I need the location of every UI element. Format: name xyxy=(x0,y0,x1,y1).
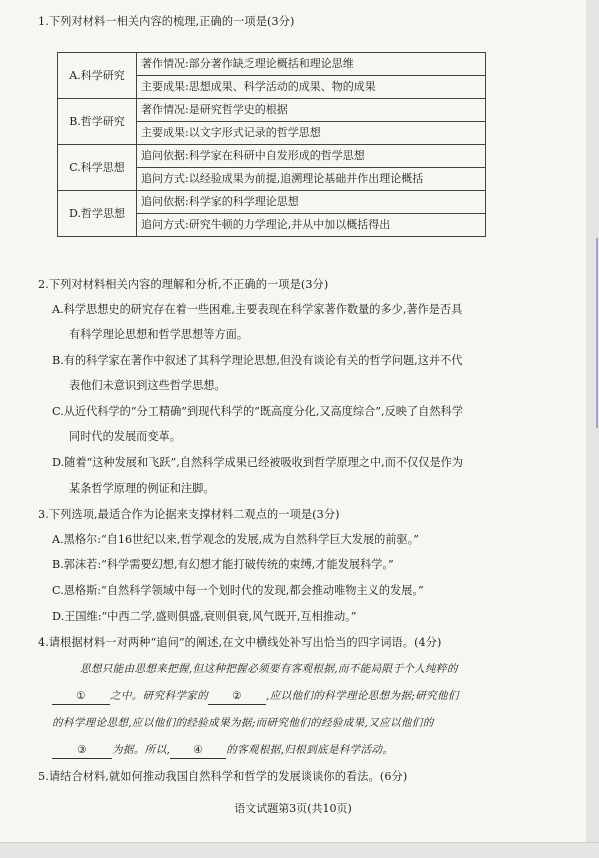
q4-stem: 4.请根据材料一对两种“追问”的阐述,在文中横线处补写出恰当的四字词语。(4分) xyxy=(38,636,442,649)
blank-2[interactable]: ② xyxy=(208,689,266,705)
q3-option-d: D.王国维:“中西二学,盛则俱盛,衰则俱衰,风气既开,互相推动。” xyxy=(52,610,357,623)
row-b-head: B.哲学研究 xyxy=(58,99,137,145)
q2-stem: 2.下列对材料相关内容的理解和分析,不正确的一项是(3分) xyxy=(38,278,329,291)
q4-passage-line1: 思想只能由思想来把握,但这种把握必须要有客观根据,而不能局限于个人纯粹的 xyxy=(80,663,458,675)
q2-option-b-line1: B.有的科学家在著作中叙述了其科学理论思想,但没有谈论有关的哲学问题,这并不代 xyxy=(52,354,463,367)
row-d-head: D.哲学思想 xyxy=(58,191,137,237)
row-a-item-1: 著作情况:部分著作缺乏理论概括和理论思维 xyxy=(137,53,486,76)
q3-option-b: B.郭沫若:“科学需要幻想,有幻想才能打破传统的束缚,才能发展科学。” xyxy=(52,558,394,571)
q2-option-c-line1: C.从近代科学的“分工精确”到现代科学的“既高度分化,又高度综合”,反映了自然科学 xyxy=(52,405,463,418)
q4-passage-line2b: ,应以他们的科学理论思想为据;研究他们 xyxy=(266,690,459,702)
horizontal-scrollbar[interactable] xyxy=(0,842,599,858)
page-footer: 语文试题第3页(共10页) xyxy=(234,802,352,815)
q1-stem: 1.下列对材料一相关内容的梳理,正确的一项是(3分) xyxy=(38,15,295,28)
scrollbar-thumb[interactable] xyxy=(596,238,598,428)
row-b-item-2: 主要成果:以文字形式记录的哲学思想 xyxy=(137,122,486,145)
row-a-item-2: 主要成果:思想成果、科学活动的成果、物的成果 xyxy=(137,76,486,99)
q4-passage-line4a: 为据。所以, xyxy=(112,744,171,756)
q3-stem: 3.下列选项,最适合作为论据来支撑材料二观点的一项是(3分) xyxy=(38,508,340,521)
row-a-head: A.科学研究 xyxy=(58,53,137,99)
q2-option-b-line2: 表他们未意识到这些哲学思想。 xyxy=(69,379,226,392)
vertical-scrollbar[interactable] xyxy=(586,0,599,857)
row-d-item-1: 追问依据:科学家的科学理论思想 xyxy=(137,191,486,214)
q3-option-a: A.黑格尔:“自16世纪以来,哲学观念的发展,成为自然科学巨大发展的前驱。” xyxy=(52,533,420,546)
q1-table xyxy=(57,52,486,237)
q2-option-c-line2: 同时代的发展而变革。 xyxy=(69,430,181,443)
q3-option-c: C.恩格斯:“自然科学领域中每一个划时代的发现,都会推动唯物主义的发展。” xyxy=(52,584,424,597)
q4-passage-line4 xyxy=(52,743,393,759)
row-c-head: C.科学思想 xyxy=(58,145,137,191)
row-b-item-1: 著作情况:是研究哲学史的根据 xyxy=(137,99,486,122)
q4-passage-line2 xyxy=(52,689,459,705)
blank-4[interactable]: ④ xyxy=(170,743,226,759)
q4-passage-line3: 的科学理论思想,应以他们的经验成果为据;而研究他们的经验成果,又应以他们的 xyxy=(52,717,434,729)
q2-option-d-line2: 某条哲学原理的例证和注脚。 xyxy=(69,482,215,495)
blank-1[interactable]: ① xyxy=(52,689,110,705)
q4-passage-line2a: 之中。研究科学家的 xyxy=(110,690,209,702)
row-c-item-2: 追问方式:以经验成果为前提,追溯理论基础并作出理论概括 xyxy=(137,168,486,191)
q4-passage-line4b: 的客观根据,归根到底是科学活动。 xyxy=(226,744,394,756)
q2-option-d-line1: D.随着“这种发展和飞跃”,自然科学成果已经被吸收到哲学原理之中,而不仅仅是作为 xyxy=(52,456,464,469)
row-d-item-2: 追问方式:研究牛顿的力学理论,并从中加以概括得出 xyxy=(137,214,486,237)
row-c-item-1: 追问依据:科学家在科研中自发形成的哲学思想 xyxy=(137,145,486,168)
q2-option-a-line1: A.科学思想史的研究存在着一些困难,主要表现在科学家著作数量的多少,著作是否具 xyxy=(52,303,463,316)
q5-stem: 5.请结合材料,就如何推动我国自然科学和哲学的发展谈谈你的看法。(6分) xyxy=(38,770,408,783)
blank-3[interactable]: ③ xyxy=(52,743,112,759)
q2-option-a-line2: 有科学理论思想和哲学思想等方面。 xyxy=(69,328,249,341)
